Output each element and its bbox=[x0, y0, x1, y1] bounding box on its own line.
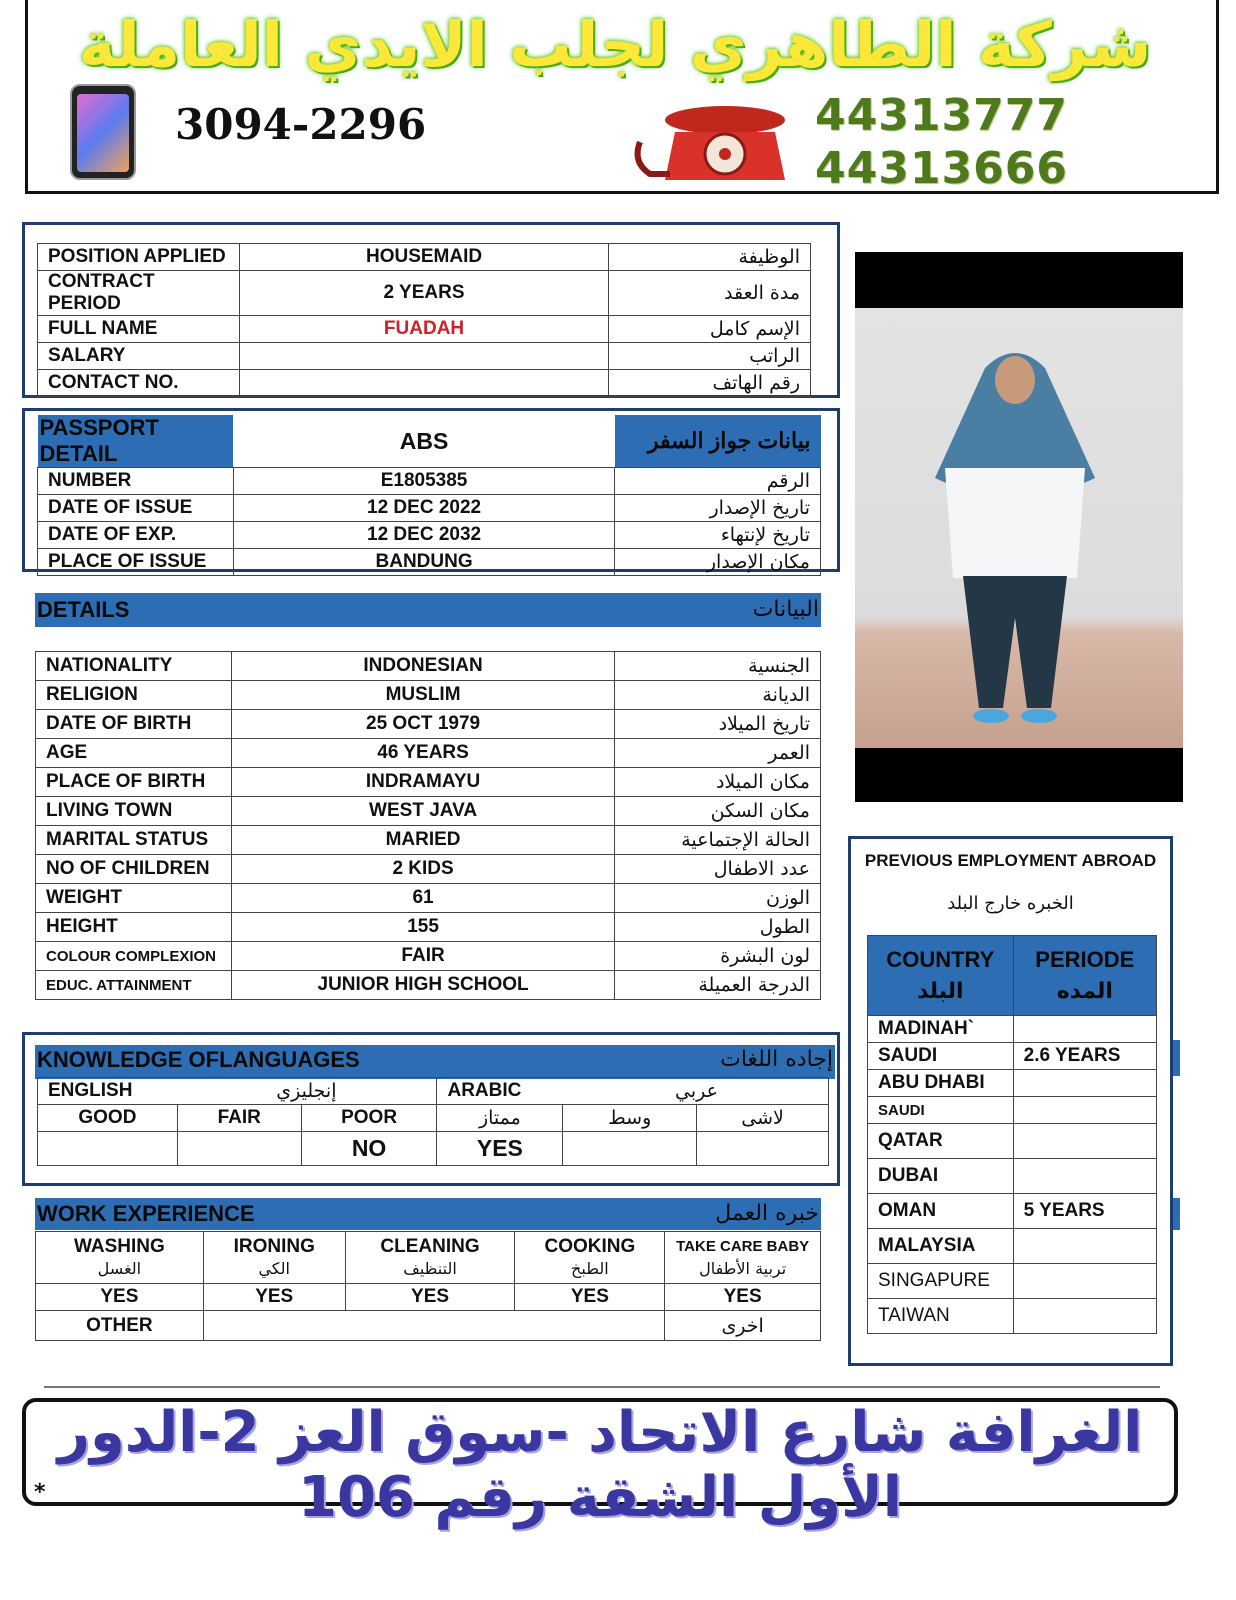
details-label: MARITAL STATUS bbox=[36, 826, 232, 855]
basic-value: HOUSEMAID bbox=[239, 244, 608, 271]
landline-number-2: 44313666 bbox=[815, 143, 1068, 194]
employment-country: SAUDI bbox=[868, 1043, 1014, 1070]
details-row bbox=[36, 739, 821, 768]
basic-label-ar: الراتب bbox=[609, 343, 811, 370]
details-title: DETAILS bbox=[37, 597, 130, 622]
details-value: 25 OCT 1979 bbox=[231, 710, 614, 739]
details-value: FAIR bbox=[231, 942, 614, 971]
details-row bbox=[36, 652, 821, 681]
basic-label: CONTACT NO. bbox=[38, 370, 240, 397]
skill-header bbox=[36, 1232, 204, 1284]
passport-label-ar: مكان الإصدار bbox=[615, 549, 821, 576]
skill-label: TAKE CARE BABY bbox=[676, 1237, 810, 1255]
passport-code: ABS bbox=[399, 427, 449, 454]
details-value: INDRAMAYU bbox=[231, 768, 614, 797]
details-label: RELIGION bbox=[36, 681, 232, 710]
language-level: FAIR bbox=[177, 1105, 301, 1132]
employment-row bbox=[868, 1299, 1157, 1334]
details-value: JUNIOR HIGH SCHOOL bbox=[231, 971, 614, 1000]
details-row bbox=[36, 855, 821, 884]
details-value: 155 bbox=[231, 913, 614, 942]
passport-table bbox=[37, 415, 821, 576]
languages-table bbox=[37, 1077, 829, 1166]
details-row bbox=[36, 681, 821, 710]
skill-value: YES bbox=[203, 1284, 345, 1311]
passport-title-ar: بيانات جواز السفر bbox=[615, 415, 821, 468]
candidate-photo bbox=[855, 252, 1183, 802]
period-header-ar: المده bbox=[1056, 978, 1113, 1004]
skill-label: IRONING bbox=[233, 1235, 315, 1257]
company-name: شركة الطاهري لجلب الايدي العاملة bbox=[78, 8, 1152, 81]
english-label-ar: إنجليزي bbox=[276, 1080, 337, 1102]
details-label-ar: عدد الاطفال bbox=[615, 855, 821, 884]
employment-country: OMAN bbox=[868, 1194, 1014, 1229]
skill-label-ar: الغسل bbox=[97, 1258, 142, 1278]
passport-label-ar: تاريخ لإنتهاء bbox=[615, 522, 821, 549]
skill-header bbox=[665, 1232, 821, 1284]
details-value: 2 KIDS bbox=[231, 855, 614, 884]
basic-label: SALARY bbox=[38, 343, 240, 370]
footer-divider bbox=[44, 1386, 1160, 1388]
english-cell bbox=[38, 1078, 437, 1105]
details-label-ar: الجنسية bbox=[615, 652, 821, 681]
period-header-en: PERIODE bbox=[1035, 946, 1135, 972]
employment-country: ABU DHABI bbox=[868, 1070, 1014, 1097]
other-label: OTHER bbox=[36, 1311, 204, 1341]
basic-label-ar: الإسم كامل bbox=[609, 316, 811, 343]
passport-label: PLACE OF ISSUE bbox=[38, 549, 234, 576]
details-label-ar: مكان الميلاد bbox=[615, 768, 821, 797]
details-label-ar: الدرجة العميلة bbox=[615, 971, 821, 1000]
english-label: ENGLISH bbox=[48, 1080, 133, 1101]
details-row bbox=[36, 768, 821, 797]
employment-row bbox=[868, 1264, 1157, 1299]
language-value bbox=[38, 1132, 178, 1166]
passport-value: 12 DEC 2032 bbox=[233, 522, 614, 549]
details-row bbox=[36, 710, 821, 739]
basic-label-ar: مدة العقد bbox=[609, 271, 811, 316]
details-row bbox=[36, 826, 821, 855]
details-row bbox=[36, 942, 821, 971]
passport-frame bbox=[22, 408, 840, 572]
basic-label: POSITION APPLIED bbox=[38, 244, 240, 271]
basic-label: CONTRACT PERIOD bbox=[38, 271, 240, 316]
passport-label: DATE OF EXP. bbox=[38, 522, 234, 549]
details-label-ar: العمر bbox=[615, 739, 821, 768]
skill-label: WASHING bbox=[74, 1235, 165, 1257]
employment-period: 5 YEARS bbox=[1013, 1194, 1156, 1229]
employment-period: 2.6 YEARS bbox=[1013, 1043, 1156, 1070]
arabic-label-ar: عربي bbox=[675, 1080, 718, 1102]
languages-title-ar: إجاده اللغات bbox=[720, 1047, 833, 1072]
details-label-ar: الديانة bbox=[615, 681, 821, 710]
details-value: WEST JAVA bbox=[231, 797, 614, 826]
employment-period bbox=[1013, 1070, 1156, 1097]
details-value: 61 bbox=[231, 884, 614, 913]
skill-label-ar: تربية الأطفال bbox=[699, 1258, 787, 1278]
employment-country: QATAR bbox=[868, 1124, 1014, 1159]
employment-row bbox=[868, 1043, 1157, 1070]
language-value bbox=[563, 1132, 697, 1166]
employment-period bbox=[1013, 1124, 1156, 1159]
basic-info-frame bbox=[22, 222, 840, 398]
details-label: DATE OF BIRTH bbox=[36, 710, 232, 739]
details-row bbox=[36, 913, 821, 942]
basic-value: FUADAH bbox=[239, 316, 608, 343]
details-value: 46 YEARS bbox=[231, 739, 614, 768]
work-header bbox=[35, 1198, 821, 1230]
passport-row bbox=[38, 549, 821, 576]
skill-value: YES bbox=[345, 1284, 515, 1311]
footer-mark: * bbox=[34, 1480, 46, 1505]
employment-period bbox=[1013, 1016, 1156, 1043]
skill-header bbox=[515, 1232, 665, 1284]
passport-label: NUMBER bbox=[38, 468, 234, 495]
mobile-number: 3094-2296 bbox=[175, 100, 427, 149]
employment-country: TAIWAN bbox=[868, 1299, 1014, 1334]
passport-row bbox=[38, 495, 821, 522]
skill-label-ar: الكي bbox=[258, 1258, 290, 1278]
employment-country: DUBAI bbox=[868, 1159, 1014, 1194]
period-header bbox=[1013, 936, 1156, 1016]
employment-country: MADINAH` bbox=[868, 1016, 1014, 1043]
details-label-ar: مكان السكن bbox=[615, 797, 821, 826]
employment-title-ar: الخبره خارج البلد bbox=[947, 893, 1074, 914]
details-label: NATIONALITY bbox=[36, 652, 232, 681]
other-label-ar: اخرى bbox=[665, 1311, 821, 1341]
work-title-ar: خبره العمل bbox=[715, 1201, 819, 1226]
employment-row bbox=[868, 1097, 1157, 1124]
languages-header bbox=[35, 1045, 835, 1079]
skill-value: YES bbox=[36, 1284, 204, 1311]
basic-row bbox=[38, 343, 811, 370]
passport-value: 12 DEC 2022 bbox=[233, 495, 614, 522]
employment-period bbox=[1013, 1097, 1156, 1124]
details-label-ar: الحالة الإجتماعية bbox=[615, 826, 821, 855]
basic-row bbox=[38, 244, 811, 271]
skill-label: CLEANING bbox=[380, 1235, 480, 1257]
employment-table bbox=[867, 935, 1157, 1334]
passport-label: DATE OF ISSUE bbox=[38, 495, 234, 522]
details-header bbox=[35, 593, 821, 627]
skill-label: COOKING bbox=[544, 1235, 636, 1257]
other-value bbox=[203, 1311, 665, 1341]
details-label: AGE bbox=[36, 739, 232, 768]
details-label: PLACE OF BIRTH bbox=[36, 768, 232, 797]
language-level-ar: وسط bbox=[563, 1105, 697, 1132]
basic-info-table bbox=[37, 243, 811, 397]
language-value bbox=[697, 1132, 829, 1166]
passport-value: E1805385 bbox=[233, 468, 614, 495]
employment-row bbox=[868, 1194, 1157, 1229]
employment-row bbox=[868, 1159, 1157, 1194]
details-label-ar: تاريخ الميلاد bbox=[615, 710, 821, 739]
mobile-phone-icon bbox=[70, 84, 136, 180]
employment-row bbox=[868, 1070, 1157, 1097]
details-table bbox=[35, 651, 821, 1000]
basic-row bbox=[38, 271, 811, 316]
skill-label-ar: التنظيف bbox=[403, 1258, 457, 1278]
details-label: NO OF CHILDREN bbox=[36, 855, 232, 884]
basic-value bbox=[239, 343, 608, 370]
details-label: WEIGHT bbox=[36, 884, 232, 913]
skill-header bbox=[345, 1232, 515, 1284]
details-title-ar: البيانات bbox=[752, 597, 819, 622]
passport-title: PASSPORT DETAIL bbox=[38, 415, 234, 468]
languages-title: KNOWLEDGE OFLANGUAGES bbox=[37, 1047, 360, 1072]
languages-frame bbox=[22, 1032, 840, 1186]
employment-row bbox=[868, 1124, 1157, 1159]
details-label-ar: الطول bbox=[615, 913, 821, 942]
language-level: GOOD bbox=[38, 1105, 178, 1132]
skill-label-ar: الطبخ bbox=[571, 1258, 609, 1278]
details-row bbox=[36, 797, 821, 826]
employment-period bbox=[1013, 1299, 1156, 1334]
details-value: MARIED bbox=[231, 826, 614, 855]
details-row bbox=[36, 884, 821, 913]
language-level-ar: لاشى bbox=[697, 1105, 829, 1132]
details-label: LIVING TOWN bbox=[36, 797, 232, 826]
employment-country: SINGAPURE bbox=[868, 1264, 1014, 1299]
passport-label-ar: تاريخ الإصدار bbox=[615, 495, 821, 522]
basic-row bbox=[38, 316, 811, 343]
basic-value: 2 YEARS bbox=[239, 271, 608, 316]
passport-row bbox=[38, 468, 821, 495]
country-header bbox=[868, 936, 1014, 1016]
footer-address: الغرافة شارع الاتحاد -سوق العز 2-الدور الأول الشقة رقم 106 bbox=[57, 1400, 1143, 1530]
details-value: MUSLIM bbox=[231, 681, 614, 710]
country-header-ar: البلد bbox=[917, 978, 964, 1004]
employment-row bbox=[868, 1016, 1157, 1043]
basic-label-ar: رقم الهاتف bbox=[609, 370, 811, 397]
employment-frame bbox=[848, 836, 1173, 1366]
details-label: COLOUR COMPLEXION bbox=[36, 942, 232, 971]
passport-row bbox=[38, 522, 821, 549]
passport-label-ar: الرقم bbox=[615, 468, 821, 495]
employment-title: PREVIOUS EMPLOYMENT ABROAD bbox=[864, 851, 1157, 870]
basic-row bbox=[38, 370, 811, 397]
basic-label-ar: الوظيفة bbox=[609, 244, 811, 271]
skill-header bbox=[203, 1232, 345, 1284]
skill-value: YES bbox=[515, 1284, 665, 1311]
details-value: INDONESIAN bbox=[231, 652, 614, 681]
basic-label: FULL NAME bbox=[38, 316, 240, 343]
details-label: HEIGHT bbox=[36, 913, 232, 942]
details-label-ar: لون البشرة bbox=[615, 942, 821, 971]
work-table bbox=[35, 1231, 821, 1341]
language-level: POOR bbox=[301, 1105, 437, 1132]
language-value: NO bbox=[301, 1132, 437, 1166]
employment-period bbox=[1013, 1159, 1156, 1194]
details-label-ar: الوزن bbox=[615, 884, 821, 913]
telephone-icon bbox=[630, 102, 790, 182]
skill-value: YES bbox=[665, 1284, 821, 1311]
arabic-label: ARABIC bbox=[447, 1080, 522, 1101]
arabic-cell bbox=[437, 1078, 829, 1105]
details-label: EDUC. ATTAINMENT bbox=[36, 971, 232, 1000]
landline-number-1: 44313777 bbox=[815, 90, 1068, 141]
employment-country: SAUDI bbox=[868, 1097, 1014, 1124]
person-figure-icon bbox=[855, 308, 1183, 748]
details-row bbox=[36, 971, 821, 1000]
employment-period bbox=[1013, 1229, 1156, 1264]
language-value: YES bbox=[437, 1132, 563, 1166]
employment-period bbox=[1013, 1264, 1156, 1299]
work-title: WORK EXPERIENCE bbox=[37, 1201, 255, 1226]
passport-value: BANDUNG bbox=[233, 549, 614, 576]
country-header-en: COUNTRY bbox=[886, 946, 995, 972]
language-level-ar: ممتاز bbox=[437, 1105, 563, 1132]
employment-country: MALAYSIA bbox=[868, 1229, 1014, 1264]
employment-row bbox=[868, 1229, 1157, 1264]
basic-value bbox=[239, 370, 608, 397]
language-value bbox=[177, 1132, 301, 1166]
